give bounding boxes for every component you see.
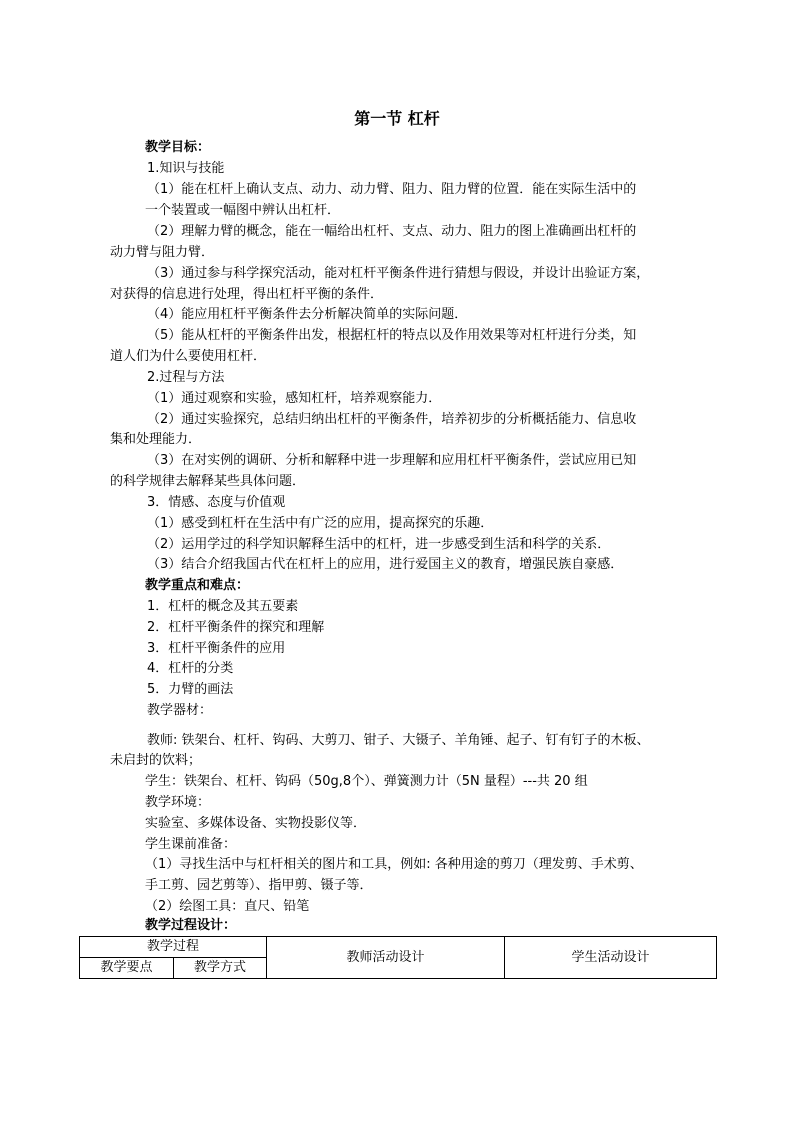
table-header-student-activity: 学生活动设计 (505, 937, 717, 979)
text-line: （2）通过实验探究，总结归纳出杠杆的平衡条件，培养初步的分析概括能力、信息收 (147, 412, 637, 427)
text-line: 教学器材： (147, 703, 213, 718)
text-line: （2）绘图工具：直尺、铅笔 (145, 899, 310, 914)
section-heading: 教学目标： (145, 140, 211, 155)
text-line: 3．杠杆平衡条件的应用 (147, 641, 286, 656)
text-line: 实验室、多媒体设备、实物投影仪等． (145, 816, 367, 831)
text-line: （1）感受到杠杆在生活中有广泛的应用，提高探究的乐趣． (147, 516, 494, 531)
section-heading: 教学重点和难点： (145, 578, 250, 593)
text-line: 3．情感、态度与价值观 (147, 495, 286, 510)
text-line: 手工剪、园艺剪等）、指甲剪、镊子等． (145, 878, 373, 893)
text-line: 学生课前准备： (145, 837, 237, 852)
text-line: 对获得的信息进行处理，得出杠杆平衡的条件． (110, 287, 384, 302)
table-header-teaching-process: 教学过程 (80, 937, 267, 958)
teaching-process-table (79, 936, 717, 979)
text-line: （5）能从杠杆的平衡条件出发，根据杠杆的特点以及作用效果等对杠杆进行分类，知 (147, 328, 637, 343)
table-header-teaching-method: 教学方式 (174, 958, 267, 979)
text-line: （4）能应用杠杆平衡条件去分析解决简单的实际问题． (147, 307, 468, 322)
text-line: 2.过程与方法 (147, 370, 225, 385)
text-line: 教学环境： (145, 795, 211, 810)
text-line: 4．杠杆的分类 (147, 661, 234, 676)
text-line: 一个装置或一幅图中辨认出杠杆． (145, 203, 341, 218)
text-line: 5．力臂的画法 (147, 682, 234, 697)
table-header-teacher-activity: 教师活动设计 (267, 937, 505, 979)
text-line: （3）在对实例的调研、分析和解释中进一步理解和应用杠杆平衡条件，尝试应用已知 (147, 453, 637, 468)
text-line: （1）能在杠杆上确认支点、动力、动力臂、阻力、阻力臂的位置．能在实际生活中的 (147, 182, 637, 197)
text-line: 1．杠杆的概念及其五要素 (147, 599, 299, 614)
text-line: （3）通过参与科学探究活动，能对杠杆平衡条件进行猜想与假设，并设计出验证方案， (147, 266, 650, 281)
text-line: （1）寻找生活中与杠杆相关的图片和工具，例如: 各种用途的剪刀（理发剪、手术剪、 (145, 857, 643, 872)
text-line: 动力臂与阻力臂． (110, 245, 215, 260)
text-line: 的科学规律去解释某些具体问题． (110, 474, 306, 489)
text-line: （3）结合介绍我国古代在杠杆上的应用，进行爱国主义的教育，增强民族自豪感． (147, 557, 624, 572)
document-title: 第一节 杠杆 (354, 109, 440, 128)
section-heading: 教学过程设计： (145, 918, 237, 933)
text-line: 2．杠杆平衡条件的探究和理解 (147, 620, 325, 635)
text-line: 1.知识与技能 (147, 161, 225, 176)
text-line: 学生：铁架台、杠杆、钩码（50g,8个）、弹簧测力计（5N 量程）---共 20 组 (145, 774, 588, 789)
text-line: 集和处理能力． (110, 432, 202, 447)
text-line: （2）理解力臂的概念，能在一幅给出杠杆、支点、动力、阻力的图上准确画出杠杆的 (147, 224, 637, 239)
text-line: （2）运用学过的科学知识解释生活中的杠杆，进一步感受到生活和科学的关系． (147, 537, 611, 552)
table-header-key-points: 教学要点 (80, 958, 174, 979)
text-line: （1）通过观察和实验，感知杠杆，培养观察能力． (147, 391, 442, 406)
text-line: 未启封的饮料； (110, 753, 202, 768)
text-line: 教师: 铁架台、杠杆、钩码、大剪刀、钳子、大镊子、羊角锤、起子、钉有钉子的木板、 (147, 733, 650, 748)
text-line: 道人们为什么要使用杠杆． (110, 349, 267, 364)
